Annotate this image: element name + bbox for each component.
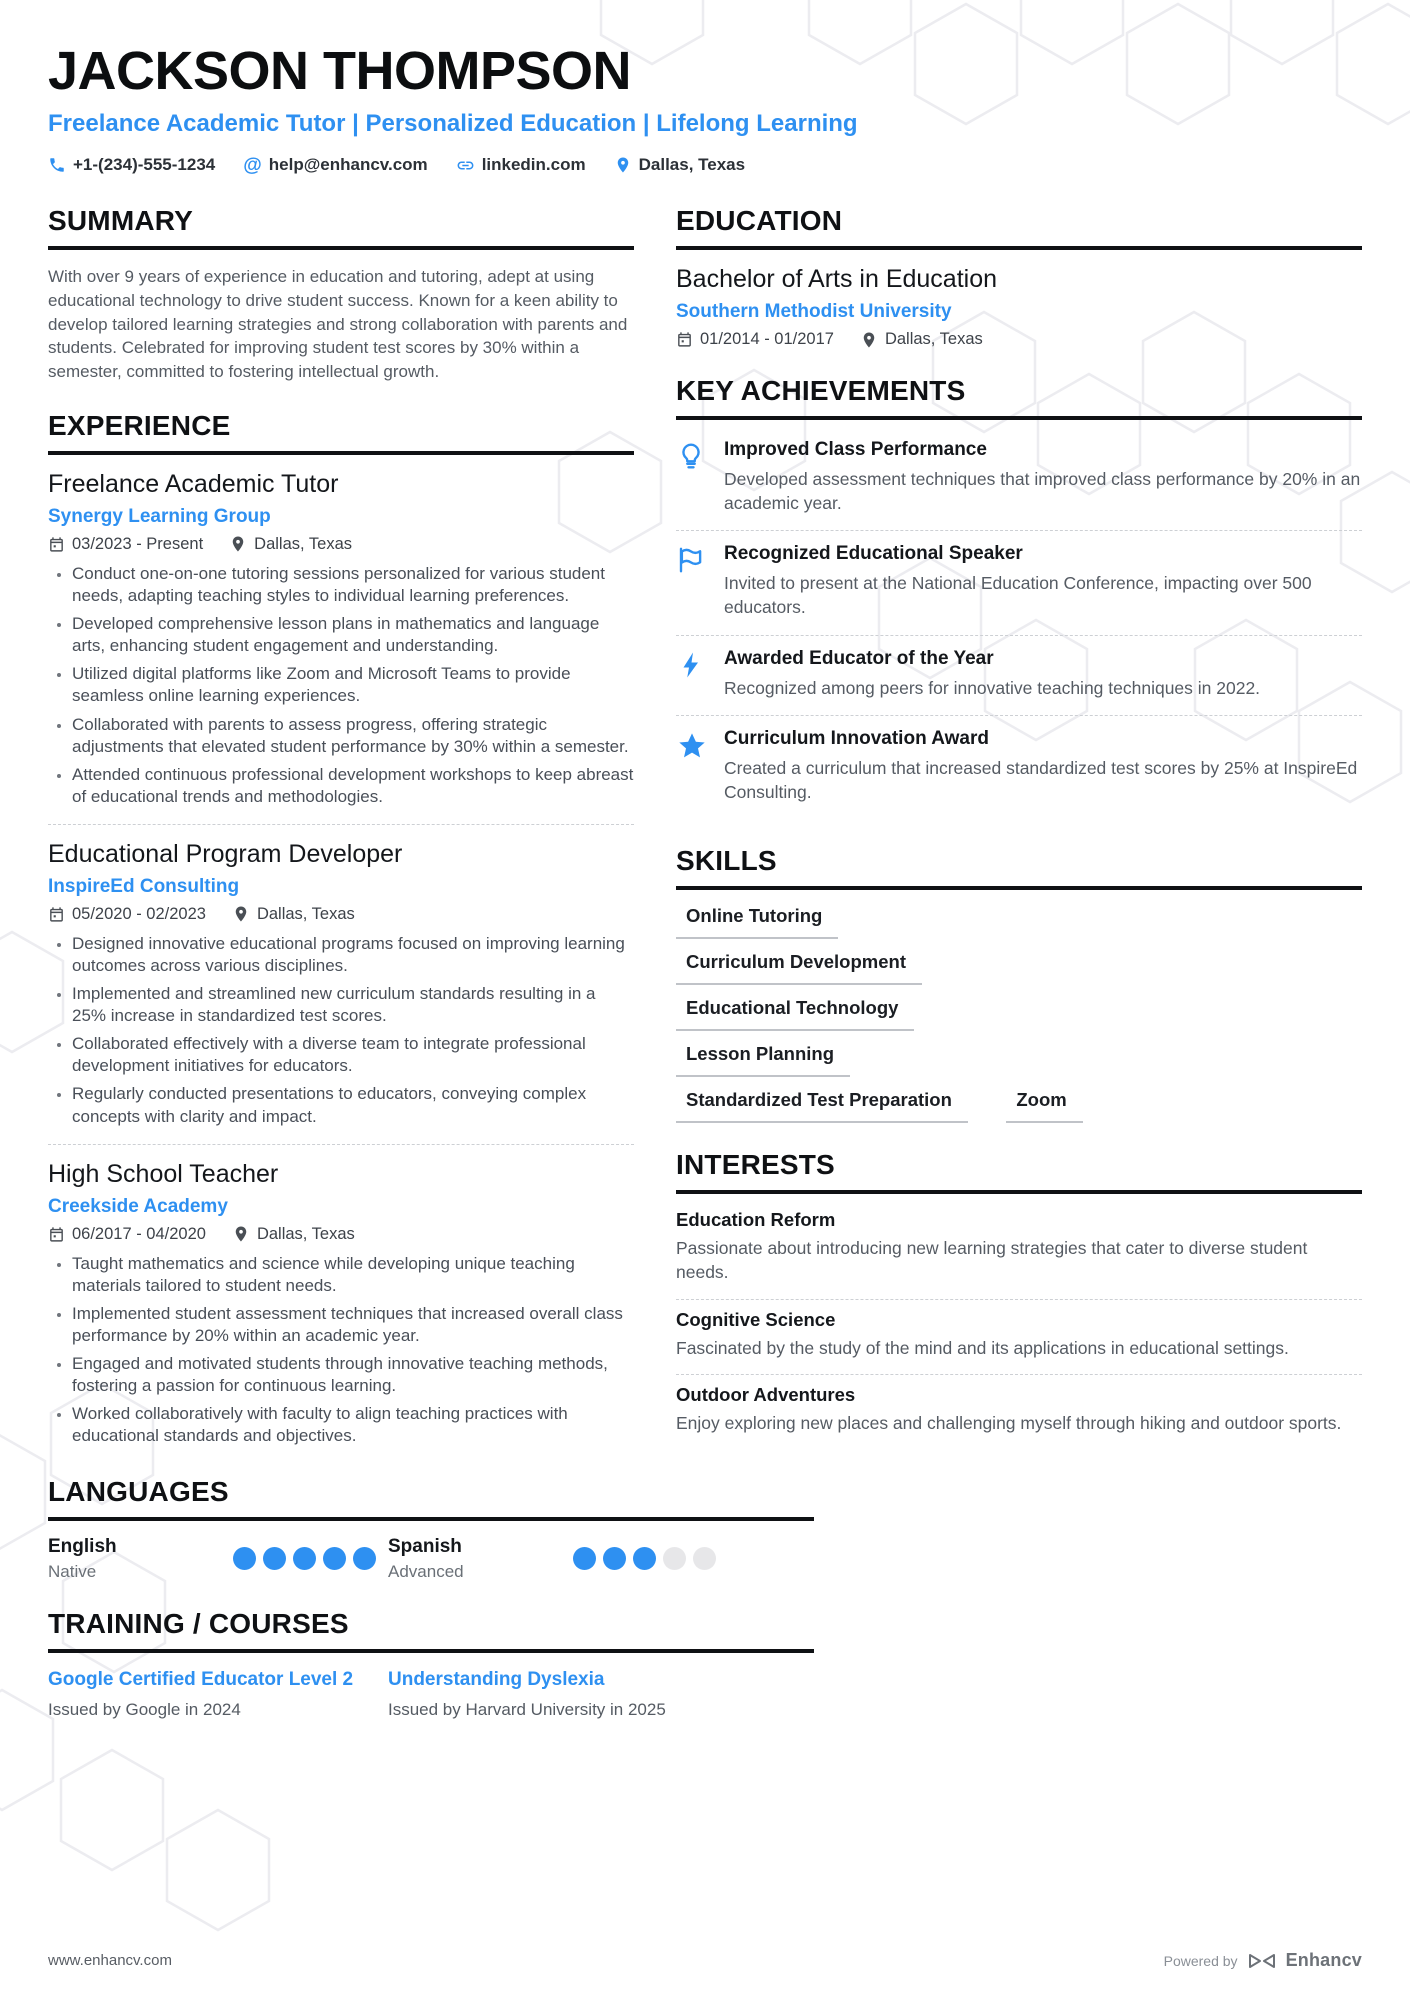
language-level: Advanced bbox=[388, 1561, 464, 1581]
achievement-text: Created a curriculum that increased standardized test scores by 25% at InspireEd Consulting. bbox=[724, 758, 1358, 802]
brand-name: Enhancv bbox=[1285, 1950, 1362, 1970]
hexagon-decoration bbox=[164, 1808, 272, 1937]
skill-row bbox=[676, 997, 1362, 1031]
company-name: InspireEd Consulting bbox=[48, 875, 240, 897]
email-icon: @ bbox=[243, 154, 262, 176]
job-meta bbox=[48, 1225, 634, 1244]
contact-row bbox=[48, 155, 1362, 175]
company-name: Synergy Learning Group bbox=[48, 505, 271, 527]
achievement-body bbox=[724, 728, 1362, 804]
job-title: Educational Program Developer bbox=[48, 839, 403, 868]
job-dates bbox=[48, 535, 203, 554]
language-name: Spanish bbox=[388, 1535, 462, 1557]
skill-item: Educational Technology bbox=[676, 997, 914, 1031]
course-item bbox=[388, 1668, 703, 1720]
achievement-item bbox=[676, 435, 1362, 531]
training-section bbox=[48, 1608, 814, 1720]
contact-text: Dallas, Texas bbox=[638, 155, 746, 174]
job-bullet: • Designed innovative educational programs focused on improving learning outcomes across various disciplines. bbox=[72, 933, 634, 977]
interest-text: Passionate about introducing new learning strategies that cater to diverse student needs. bbox=[676, 1238, 1308, 1282]
key-achievements-section bbox=[676, 375, 1362, 819]
education-location-text: Dallas, Texas bbox=[884, 330, 983, 348]
level-dot-filled bbox=[263, 1547, 286, 1570]
footer-website-link[interactable]: www.enhancv.com bbox=[48, 1952, 172, 1969]
achievement-title: Awarded Educator of the Year bbox=[724, 647, 994, 669]
interest-item bbox=[676, 1300, 1362, 1376]
job-bullets bbox=[48, 933, 634, 1128]
job-location bbox=[232, 905, 355, 924]
job-bullet: • Worked collaboratively with faculty to align teaching practices with educational standards and objectives. bbox=[72, 1403, 634, 1447]
achievement-title: Improved Class Performance bbox=[724, 439, 987, 460]
powered-by bbox=[1164, 1950, 1362, 1971]
level-dot-filled bbox=[633, 1547, 656, 1570]
language-list bbox=[48, 1536, 814, 1582]
phone-icon bbox=[48, 156, 66, 174]
job-bullet: • Attended continuous professional development workshops to keep abreast of educational trends and methodologies. bbox=[72, 764, 634, 808]
header bbox=[48, 40, 1362, 175]
summary-section bbox=[48, 205, 634, 384]
powered-by-label: Powered by bbox=[1163, 1952, 1238, 1969]
skill-row bbox=[676, 905, 1362, 939]
interest-list bbox=[676, 1209, 1362, 1450]
job-bullet: • Implemented student assessment techniques that increased overall class performance by 20% within an academic year. bbox=[72, 1303, 634, 1347]
experience-section bbox=[48, 410, 634, 1447]
job-bullet: • Taught mathematics and science while developing unique teaching materials tailored to student needs. bbox=[72, 1253, 634, 1297]
level-dot-filled bbox=[603, 1547, 626, 1570]
right-column bbox=[676, 205, 1362, 1476]
job-entry bbox=[48, 470, 634, 825]
skill-row bbox=[676, 951, 1362, 985]
language-item bbox=[388, 1536, 814, 1582]
section-heading-training: TRAINING / COURSES bbox=[48, 1608, 814, 1653]
link-icon bbox=[456, 156, 475, 175]
achievement-text: Invited to present at the National Education Conference, impacting over 500 educators. bbox=[724, 573, 1312, 617]
calendar-icon bbox=[48, 906, 65, 923]
job-meta bbox=[48, 905, 634, 924]
job-bullet: • Collaborated effectively with a diverse team to integrate professional development initiatives for educators. bbox=[72, 1033, 634, 1077]
school-name: Southern Methodist University bbox=[676, 301, 952, 322]
section-heading-education: EDUCATION bbox=[676, 205, 1362, 250]
language-proficiency-dots bbox=[233, 1547, 376, 1570]
language-info bbox=[388, 1536, 573, 1582]
job-dates-text: 03/2023 - Present bbox=[72, 534, 204, 553]
job-dates bbox=[48, 1225, 206, 1244]
job-bullet: • Utilized digital platforms like Zoom and Microsoft Teams to provide seamless online learning experiences. bbox=[72, 663, 634, 707]
contact-item[interactable] bbox=[456, 155, 586, 175]
level-dot-filled bbox=[293, 1547, 316, 1570]
skill-item: Lesson Planning bbox=[676, 1043, 850, 1077]
job-title: Freelance Academic Tutor bbox=[48, 469, 339, 498]
language-name: English bbox=[48, 1535, 117, 1557]
summary-text: With over 9 years of experience in education and tutoring, adept at using educational technology to drive student success. Known for a keen ability to develop tailored learning strategies and strong collaboration with parents and students. Celebrated for improving student test scores by 30% within a semester, committed to fostering intellectual growth. bbox=[48, 267, 628, 382]
two-column-layout bbox=[48, 205, 1362, 1476]
job-bullet: • Collaborated with parents to assess progress, offering strategic adjustments that elevated student performance by 30% within a semester. bbox=[72, 714, 634, 758]
job-location-text: Dallas, Texas bbox=[256, 904, 355, 923]
star-icon bbox=[676, 728, 724, 804]
contact-item[interactable] bbox=[48, 155, 215, 175]
lightning-icon bbox=[676, 648, 724, 701]
interest-item bbox=[676, 1209, 1362, 1299]
enhancv-logo-icon bbox=[1247, 1951, 1277, 1971]
calendar-icon bbox=[48, 1226, 65, 1243]
job-bullet: • Regularly conducted presentations to educators, conveying complex concepts with clarity and impact. bbox=[72, 1083, 634, 1127]
section-heading-languages: LANGUAGES bbox=[48, 1476, 814, 1521]
level-dot-empty bbox=[663, 1547, 686, 1570]
course-issuer: Issued by Google in 2024 bbox=[48, 1699, 241, 1719]
language-proficiency-dots bbox=[573, 1547, 716, 1570]
footer bbox=[48, 1950, 1362, 1971]
calendar-icon bbox=[48, 536, 65, 553]
level-dot-empty bbox=[693, 1547, 716, 1570]
job-dates-text: 05/2020 - 02/2023 bbox=[72, 904, 206, 923]
location-icon bbox=[232, 905, 250, 923]
lightbulb-icon bbox=[676, 439, 724, 515]
education-dates-text: 01/2014 - 01/2017 bbox=[700, 330, 834, 348]
achievement-body bbox=[724, 543, 1362, 619]
course-issuer: Issued by Harvard University in 2025 bbox=[388, 1699, 666, 1719]
section-heading-summary: SUMMARY bbox=[48, 205, 634, 250]
job-bullets bbox=[48, 563, 634, 808]
languages-section bbox=[48, 1476, 814, 1582]
language-level: Native bbox=[48, 1561, 97, 1581]
job-location-text: Dallas, Texas bbox=[256, 1224, 355, 1243]
level-dot-filled bbox=[573, 1547, 596, 1570]
achievement-list bbox=[676, 435, 1362, 819]
contact-text: help@enhancv.com bbox=[268, 155, 428, 174]
skill-row bbox=[676, 1089, 1362, 1123]
location-icon bbox=[229, 535, 247, 553]
flag-icon bbox=[676, 543, 724, 619]
skill-item: Zoom bbox=[1006, 1089, 1082, 1123]
achievement-item bbox=[676, 716, 1362, 819]
skill-item: Standardized Test Preparation bbox=[676, 1089, 968, 1123]
achievement-item bbox=[676, 636, 1362, 717]
course-title: Google Certified Educator Level 2 bbox=[48, 1668, 354, 1690]
course-list bbox=[48, 1668, 814, 1720]
course-title: Understanding Dyslexia bbox=[388, 1668, 605, 1690]
job-title: High School Teacher bbox=[48, 1159, 279, 1188]
level-dot-filled bbox=[233, 1547, 256, 1570]
achievement-text: Developed assessment techniques that improved class performance by 20% in an academic year. bbox=[724, 469, 1361, 513]
job-bullet: • Implemented and streamlined new curriculum standards resulting in a 25% increase in standardized test scores. bbox=[72, 983, 634, 1027]
location-icon bbox=[232, 1225, 250, 1243]
section-heading-achievements: KEY ACHIEVEMENTS bbox=[676, 375, 1362, 420]
interest-item bbox=[676, 1375, 1362, 1450]
skill-list bbox=[676, 905, 1362, 1123]
interest-title: Cognitive Science bbox=[676, 1308, 836, 1330]
job-list bbox=[48, 470, 634, 1447]
skill-row bbox=[676, 1043, 1362, 1077]
hexagon-decoration bbox=[58, 1748, 166, 1877]
skills-section bbox=[676, 845, 1362, 1123]
interests-section bbox=[676, 1149, 1362, 1450]
location-icon bbox=[614, 156, 632, 174]
interest-text: Fascinated by the study of the mind and its applications in educational settings. bbox=[676, 1337, 1289, 1358]
calendar-icon bbox=[676, 331, 693, 348]
job-location-text: Dallas, Texas bbox=[254, 534, 352, 553]
education-location bbox=[860, 330, 983, 349]
job-meta bbox=[48, 535, 634, 554]
education-meta bbox=[676, 330, 1362, 349]
contact-item[interactable] bbox=[614, 155, 745, 175]
left-column bbox=[48, 205, 634, 1476]
job-location bbox=[232, 1225, 355, 1244]
achievement-title: Curriculum Innovation Award bbox=[724, 728, 989, 750]
section-heading-experience: EXPERIENCE bbox=[48, 410, 634, 455]
achievement-body bbox=[724, 648, 1362, 701]
company-name: Creekside Academy bbox=[48, 1195, 228, 1217]
language-item bbox=[48, 1536, 388, 1582]
contact-text: linkedin.com bbox=[481, 155, 586, 174]
job-location bbox=[229, 535, 352, 554]
course-item bbox=[48, 1668, 363, 1720]
interest-text: Enjoy exploring new places and challenging myself through hiking and outdoor sports. bbox=[676, 1413, 1342, 1434]
level-dot-filled bbox=[353, 1547, 376, 1570]
job-entry bbox=[48, 840, 634, 1145]
achievement-item bbox=[676, 531, 1362, 635]
job-dates-text: 06/2017 - 04/2020 bbox=[72, 1224, 206, 1243]
achievement-title: Recognized Educational Speaker bbox=[724, 543, 1023, 565]
level-dot-filled bbox=[323, 1547, 346, 1570]
name-heading: JACKSON THOMPSON bbox=[48, 41, 632, 101]
education-dates bbox=[676, 330, 834, 349]
job-bullet: • Engaged and motivated students through innovative teaching methods, fostering a passion for continuous learning. bbox=[72, 1353, 634, 1397]
job-bullet: • Conduct one-on-one tutoring sessions personalized for various student needs, adapting teaching styles to individual learning preferences. bbox=[72, 563, 634, 607]
skill-item: Online Tutoring bbox=[676, 905, 838, 939]
language-info bbox=[48, 1536, 233, 1582]
degree-title: Bachelor of Arts in Education bbox=[676, 265, 998, 293]
job-dates bbox=[48, 905, 206, 924]
headline: Freelance Academic Tutor | Personalized Education | Lifelong Learning bbox=[48, 110, 858, 137]
contact-text: +1-(234)-555-1234 bbox=[73, 155, 216, 174]
interest-title: Education Reform bbox=[676, 1209, 836, 1231]
interest-title: Outdoor Adventures bbox=[676, 1384, 856, 1406]
job-bullets bbox=[48, 1253, 634, 1448]
achievement-text: Recognized among peers for innovative teaching techniques in 2022. bbox=[724, 677, 1261, 698]
location-icon bbox=[860, 331, 878, 349]
job-entry bbox=[48, 1160, 634, 1448]
achievement-body bbox=[724, 439, 1362, 515]
education-section bbox=[676, 205, 1362, 349]
contact-item[interactable] bbox=[243, 155, 427, 175]
section-heading-interests: INTERESTS bbox=[676, 1149, 1362, 1194]
section-heading-skills: SKILLS bbox=[676, 845, 1362, 890]
skill-item: Curriculum Development bbox=[676, 951, 922, 985]
job-bullet: • Developed comprehensive lesson plans in mathematics and language arts, enhancing student engagement and understanding. bbox=[72, 613, 634, 657]
